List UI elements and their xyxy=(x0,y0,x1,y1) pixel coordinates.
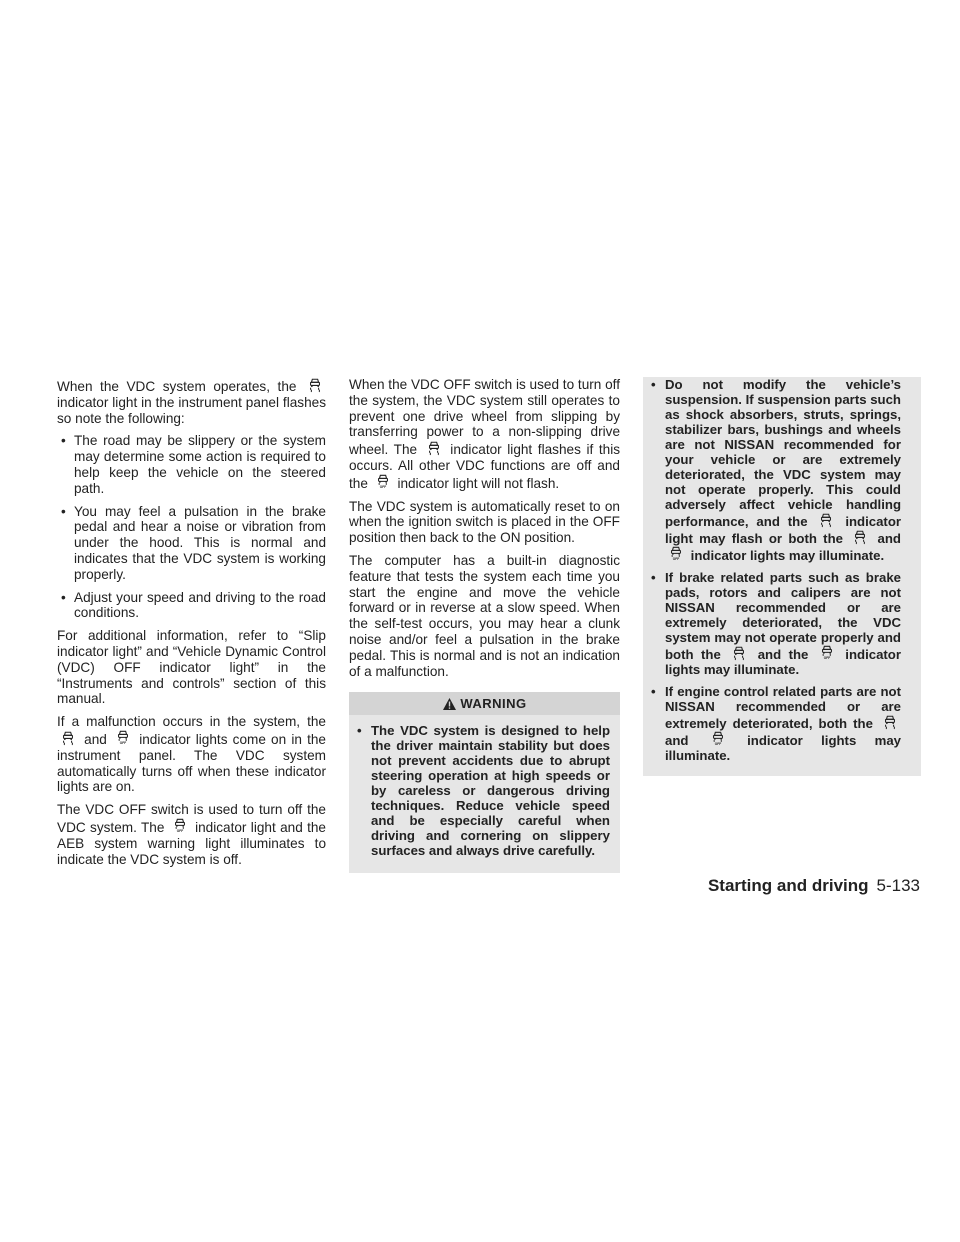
vdc-off-indicator-icon xyxy=(708,731,728,747)
warning-triangle-icon xyxy=(442,697,457,711)
slip-indicator-icon xyxy=(880,714,900,730)
warning-box-continued xyxy=(643,377,921,776)
slip-indicator-icon xyxy=(729,645,749,661)
section-title: Starting and driving xyxy=(707,876,869,895)
paragraph-diagnostic: The computer has a built-in diagnostic feature that tests the system each time you start the engine and move the vehicle forward or in reverse at a slow speed. When the self-test occurs, you may hear a clunk noise and/or feel a pulsation in the brake pedal. This is normal and is not an indication of a malfunction. xyxy=(349,552,620,679)
list-item: • Do not modify the vehicle’s suspension. If suspension parts such as shock absorbers, struts, springs, stabilizer bars, bushings and wheels are not NISSAN recommended for your vehicle or are extremely deteriorated, the VDC system may not operate properly. This could adversely affect vehicle handling performance, and the indicator light may flash or both the and indicator lights may illuminate. xyxy=(651,377,901,563)
paragraph-malfunction: If a malfunction occurs in the system, the and indicator lights come on in the instrument panel. The VDC system automatically turns off when these indicator lights are on. xyxy=(57,714,326,795)
slip-indicator-icon xyxy=(850,529,870,545)
slip-indicator-icon xyxy=(305,377,325,393)
vdc-off-indicator-icon xyxy=(817,645,837,661)
column-3 xyxy=(643,377,921,776)
slip-indicator-icon xyxy=(816,512,836,528)
vdc-off-indicator-icon xyxy=(113,730,133,746)
vdc-off-indicator-icon xyxy=(170,818,190,834)
paragraph-reset: The VDC system is automatically reset to on when the ignition switch is placed in the OFF position then back to the ON position. xyxy=(349,498,620,546)
slip-indicator-icon xyxy=(424,440,444,456)
paragraph-vdc-off-switch: The VDC OFF switch is used to turn off the VDC system. The indicator light and the AEB system warning light illuminates to indicate the VDC system is off. xyxy=(57,802,326,867)
vdc-off-indicator-icon xyxy=(373,474,393,490)
list-item: • The road may be slippery or the system may determine some action is required to help keep the vehicle on the steered path. xyxy=(57,433,326,496)
slip-indicator-icon xyxy=(58,730,78,746)
vdc-off-indicator-icon xyxy=(666,546,686,562)
list-item: • Adjust your speed and driving to the road conditions. xyxy=(57,590,326,622)
paragraph-vdc-operates: When the VDC system operates, the indicator light in the instrument panel flashes so note the following: xyxy=(57,379,326,426)
paragraph-vdc-still-operates: When the VDC OFF switch is used to turn off the system, the VDC system still operates to prevent one drive wheel from slipping by transferring power to a non-slipping drive wheel. The indicator light flashes if this occurs. All other VDC functions are off and the indicator light will not flash. xyxy=(349,377,621,491)
column-2 xyxy=(349,377,620,873)
column-1 xyxy=(57,377,326,874)
warning-list xyxy=(349,715,620,858)
note-list xyxy=(57,433,326,621)
list-item: • If brake related parts such as brake pads, rotors and calipers are not NISSAN recommended or are extremely deteriorated, the VDC system may not operate properly and both the and the indicator lights may illuminate. xyxy=(651,570,901,677)
list-item: • If engine control related parts are not NISSAN recommended or are extremely deteriorated, both the and indicator lights may illuminate. xyxy=(651,684,901,763)
paragraph-additional-info: For additional information, refer to “Slip indicator light” and “Vehicle Dynamic Control (VDC) OFF indicator light” in the “Instruments and controls” section of this manual. xyxy=(57,628,326,707)
page-number: 5-133 xyxy=(876,876,920,895)
list-item: • The VDC system is designed to help the driver maintain stability but does not prevent accidents due to abrupt steering operation at high speeds or by careless or dangerous driving techniques. Reduce vehicle speed and be especially careful when driving and cornering on slippery surfaces and always drive carefully. xyxy=(357,723,610,858)
warning-list xyxy=(643,377,911,763)
list-item: • You may feel a pulsation in the brake pedal and hear a noise or vibration from under the hood. This is normal and indicates that the VDC system is working properly. xyxy=(57,504,326,583)
warning-header: WARNING xyxy=(349,692,620,715)
page-footer xyxy=(0,876,920,896)
warning-box xyxy=(349,692,620,873)
